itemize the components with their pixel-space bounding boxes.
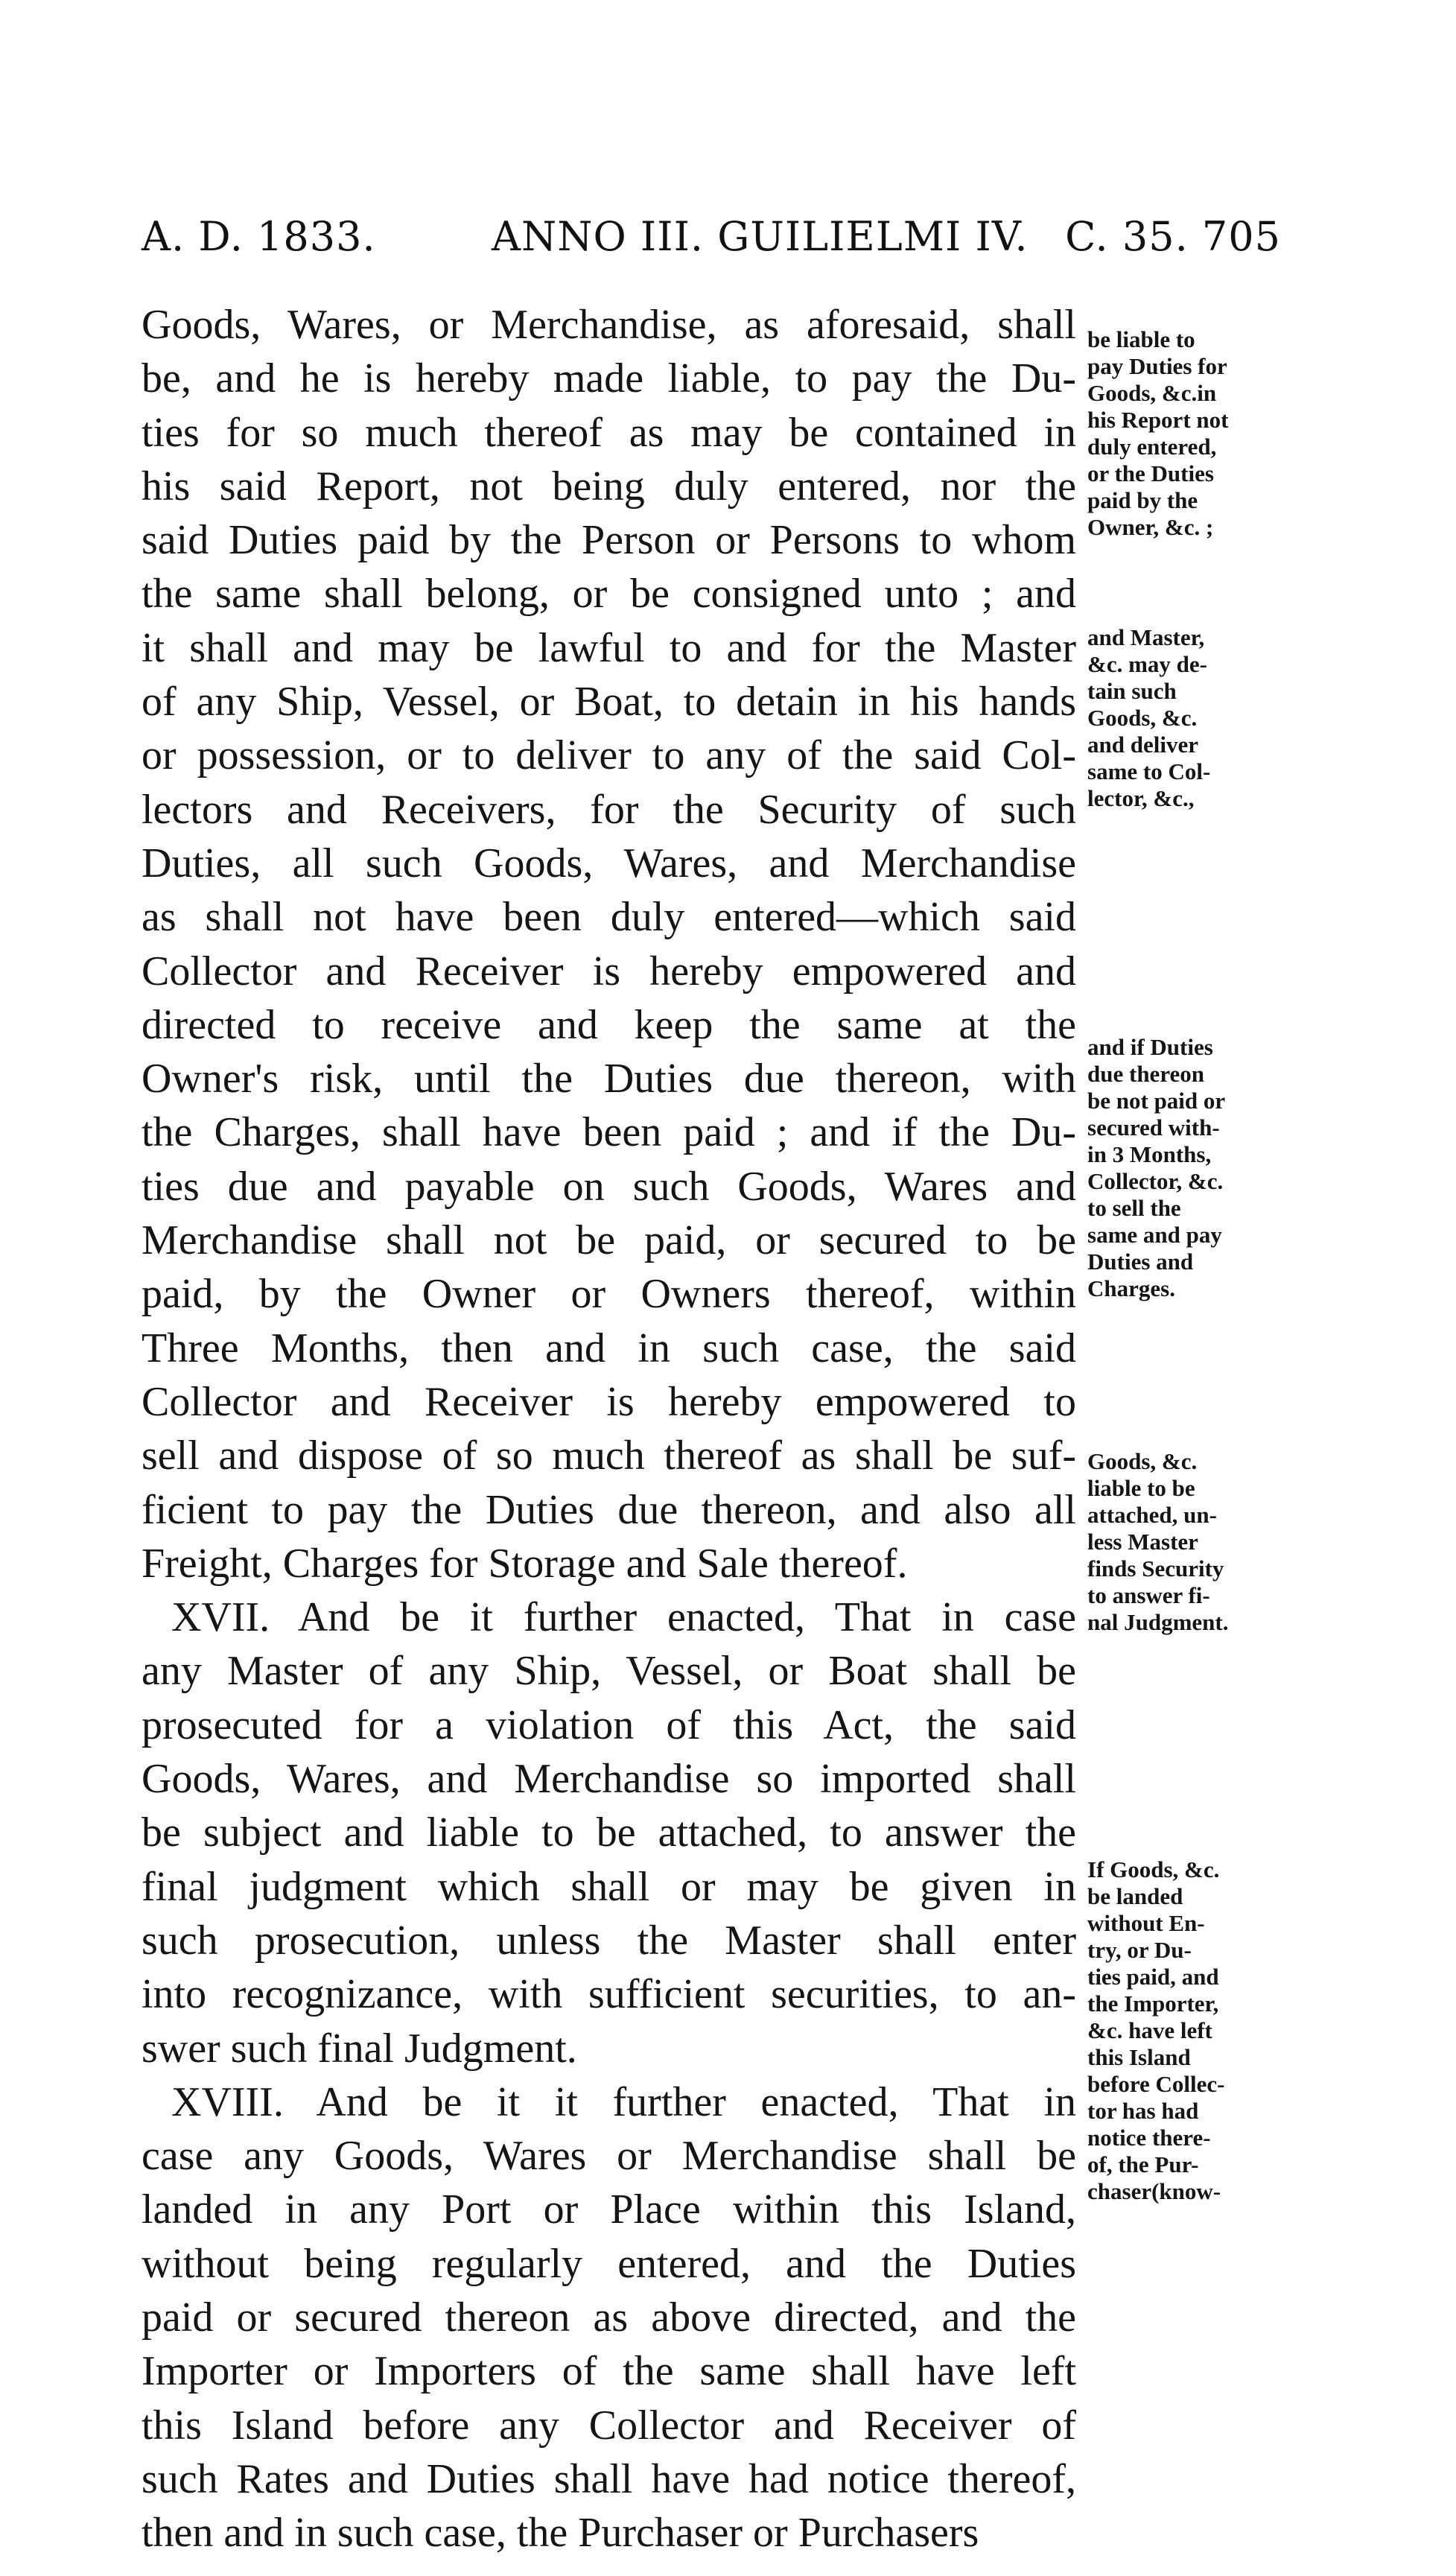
margin-note-line: tor has had	[1087, 2098, 1199, 2124]
body-line: any Master of any Ship, Vessel, or Boat shall be	[142, 1648, 1076, 1695]
body-line: be, and he is hereby made liable, to pay the Du-	[142, 355, 1076, 402]
body-line: it shall and may be lawful to and for the Master	[142, 624, 1076, 671]
body-line: Owner's risk, until the Duties due thereon, with	[142, 1056, 1076, 1103]
margin-note-line: this Island	[1087, 2044, 1191, 2070]
margin-note-line: finds Security	[1087, 1555, 1224, 1582]
margin-note	[1087, 1034, 1311, 1302]
margin-note-line: attached, un-	[1087, 1502, 1217, 1528]
body-line: sell and dispose of so much thereof as shall be suf-	[142, 1433, 1076, 1479]
margin-note-line: be liable to	[1087, 326, 1195, 352]
body-line: prosecuted for a violation of this Act, the said	[142, 1701, 1076, 1748]
body-line: ties for so much thereof as may be contained in	[142, 409, 1076, 456]
body-line: XVII. And be it further enacted, That in case	[171, 1594, 1076, 1641]
margin-note-line: in 3 Months,	[1087, 1141, 1212, 1167]
margin-note-line: Owner, &c. ;	[1087, 514, 1214, 540]
margin-note-line: tain such	[1087, 678, 1177, 704]
body-line: paid or secured thereon as above directed, and the	[142, 2294, 1076, 2341]
body-line: lectors and Receivers, for the Security of such	[142, 786, 1076, 833]
body-line: Goods, Wares, or Merchandise, as aforesaid, shall	[142, 302, 1076, 348]
margin-note-line: Goods, &c.	[1087, 1448, 1198, 1474]
margin-note	[1087, 1448, 1311, 1636]
margin-note-line: of, the Pur-	[1087, 2151, 1199, 2177]
margin-note-line: Collector, &c.	[1087, 1168, 1224, 1194]
body-line: ficient to pay the Duties due thereon, and also all	[142, 1486, 1076, 1533]
body-line: Collector and Receiver is hereby empowered and	[142, 948, 1076, 994]
margin-note-line: If Goods, &c.	[1087, 1856, 1220, 1882]
margin-note-line: &c. have left	[1087, 2017, 1212, 2043]
body-line: Collector and Receiver is hereby empowered to	[142, 1378, 1076, 1425]
margin-note-line: and deliver	[1087, 732, 1198, 758]
body-line: the Charges, shall have been paid ; and if the Du-	[142, 1109, 1076, 1156]
body-line: then and in such case, the Purchaser or Purchasers	[142, 2510, 979, 2557]
body-line: without being regularly entered, and the Duties	[142, 2240, 1076, 2287]
margin-note-line: same to Col-	[1087, 758, 1211, 784]
body-line: Freight, Charges for Storage and Sale thereof.	[142, 1540, 908, 1587]
body-line: of any Ship, Vessel, or Boat, to detain in his hands	[142, 679, 1076, 726]
margin-note-line: Duties and	[1087, 1249, 1194, 1275]
margin-note-line: the Importer,	[1087, 1990, 1219, 2017]
body-line: Importer or Importers of the same shall have left	[142, 2348, 1076, 2395]
margin-note	[1087, 624, 1311, 812]
margin-note-line: paid by the	[1087, 487, 1198, 513]
body-line: or possession, or to deliver to any of the said Col-	[142, 732, 1076, 779]
body-line: the same shall belong, or be consigned unto ; and	[142, 571, 1076, 618]
body-line: his said Report, not being duly entered, nor the	[142, 463, 1076, 510]
margin-note-line: try, or Du-	[1087, 1937, 1192, 1963]
body-line: be subject and liable to be attached, to answer the	[142, 1809, 1076, 1856]
margin-note-line: be landed	[1087, 1883, 1183, 1909]
margin-note-line: ties paid, and	[1087, 1964, 1219, 1990]
margin-note-line: Goods, &c.	[1087, 705, 1198, 731]
margin-note	[1087, 1856, 1311, 2205]
margin-note-line: Charges.	[1087, 1275, 1175, 1301]
body-line: final judgment which shall or may be given in	[142, 1863, 1076, 1910]
body-line: such Rates and Duties shall have had notice thereof,	[142, 2455, 1076, 2502]
body-line: such prosecution, unless the Master shall enter	[142, 1917, 1076, 1964]
margin-note-line: without En-	[1087, 1910, 1205, 1936]
margin-note-line: liable to be	[1087, 1475, 1195, 1501]
body-line: Merchandise shall not be paid, or secured to be	[142, 1217, 1076, 1264]
margin-note-line: Goods, &c.in	[1087, 380, 1217, 406]
margin-note	[1087, 326, 1311, 541]
body-line: ties due and payable on such Goods, Wares and	[142, 1163, 1076, 1210]
margin-note-line: less Master	[1087, 1529, 1198, 1555]
body-line: landed in any Port or Place within this Island,	[142, 2186, 1076, 2233]
body-line: directed to receive and keep the same at the	[142, 1001, 1076, 1048]
margin-note-line: to answer fi-	[1087, 1582, 1210, 1608]
body-line: case any Goods, Wares or Merchandise shall be	[142, 2133, 1076, 2180]
body-line: said Duties paid by the Person or Persons to whom	[142, 517, 1076, 564]
margin-note-line: to sell the	[1087, 1195, 1181, 1221]
body-line: as shall not have been duly entered—which said	[142, 894, 1076, 941]
margin-note-line: nal Judgment.	[1087, 1609, 1229, 1635]
margin-note-line: and if Duties	[1087, 1034, 1213, 1060]
margin-note-line: same and pay	[1087, 1222, 1222, 1248]
margin-note-line: due thereon	[1087, 1061, 1205, 1087]
body-line: Duties, all such Goods, Wares, and Merchandise	[142, 840, 1076, 886]
body-line: into recognizance, with sufficient securities, to an-	[142, 1971, 1076, 2018]
body-line: this Island before any Collector and Receiver of	[142, 2402, 1076, 2449]
header-regnal-title: ANNO III. GUILIELMI IV.	[492, 213, 1029, 260]
body-line: Goods, Wares, and Merchandise so imported shall	[142, 1756, 1076, 1803]
body-line: XVIII. And be it it further enacted, That in	[171, 2078, 1076, 2125]
margin-note-line: &c. may de-	[1087, 651, 1207, 677]
margin-note-line: be not paid or	[1087, 1088, 1226, 1114]
header-chapter-page: C. 35. 705	[1065, 213, 1281, 260]
margin-note-line: or the Duties	[1087, 460, 1214, 486]
margin-note-line: secured with-	[1087, 1114, 1220, 1141]
body-line: paid, by the Owner or Owners thereof, within	[142, 1271, 1076, 1318]
body-line: Three Months, then and in such case, the said	[142, 1325, 1076, 1371]
margin-note-line: notice there-	[1087, 2125, 1211, 2151]
margin-note-line: duly entered,	[1087, 434, 1217, 460]
body-text	[142, 298, 1076, 2560]
margin-note-line: lector, &c.,	[1087, 785, 1195, 811]
margin-note-line: his Report not	[1087, 407, 1229, 433]
header-year: A. D. 1833.	[142, 213, 376, 260]
body-line: swer such final Judgment.	[142, 2025, 577, 2072]
margin-note-line: pay Duties for	[1087, 353, 1227, 379]
margin-note-line: chaser(know-	[1087, 2178, 1221, 2204]
running-header	[142, 213, 1281, 273]
margin-note-line: before Collec-	[1087, 2071, 1225, 2097]
margin-note-line: and Master,	[1087, 624, 1205, 650]
